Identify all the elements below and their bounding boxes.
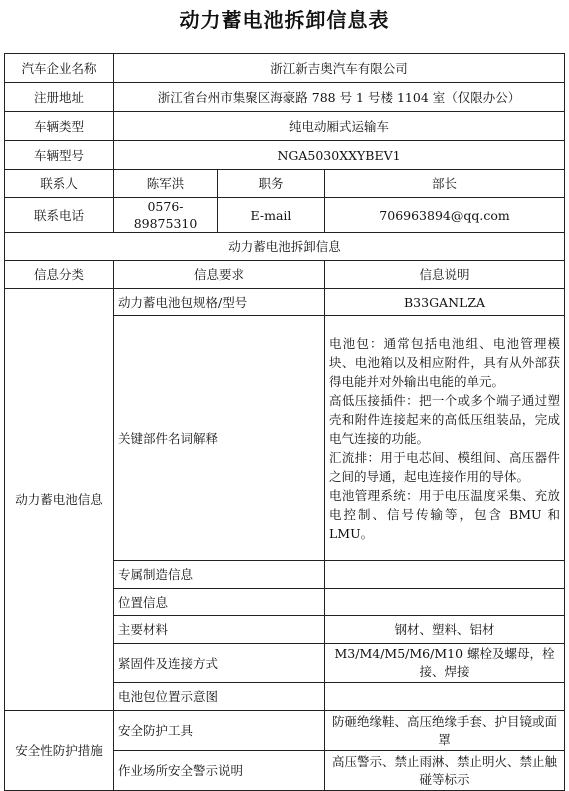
section-title: 动力蓄电池拆卸信息 <box>5 233 565 261</box>
safety-tools-label: 安全防护工具 <box>114 711 325 751</box>
position-diagram-label: 电池包位置示意图 <box>114 683 325 711</box>
fasteners-label: 紧固件及连接方式 <box>114 644 325 683</box>
phone-value: 0576-89875310 <box>114 198 218 233</box>
key-terms-description <box>325 316 565 561</box>
vehicle-type-value: 纯电动厢式运输车 <box>114 112 565 141</box>
address-label: 注册地址 <box>5 83 114 112</box>
row-company <box>5 54 565 83</box>
manufacturing-label: 专属制造信息 <box>114 561 325 589</box>
term-bms: 电池管理系统：用于电压温度采集、充放电控制、信号传输等，包含 BMU 和 LMU。 <box>329 487 561 541</box>
company-value: 浙江新吉奥汽车有限公司 <box>114 54 565 83</box>
email-value: 706963894@qq.com <box>325 198 565 233</box>
row-vehicle-model <box>5 141 565 170</box>
document-title: 动力蓄电池拆卸信息表 <box>179 8 390 32</box>
term-battery-pack: 电池包：通常包括电池组、电池管理模块、电池箱以及相应附件，具有从外部获得电能并对外输出电能的单元。 <box>329 335 561 389</box>
row-battery-spec <box>5 289 565 316</box>
position-diagram-value <box>325 683 565 711</box>
company-label: 汽车企业名称 <box>5 54 114 83</box>
row-contact <box>5 170 565 198</box>
materials-label: 主要材料 <box>114 616 325 644</box>
safety-category: 安全性防护措施 <box>5 711 114 791</box>
address-value: 浙江省台州市集聚区海豪路 788 号 1 号楼 1104 室（仅限办公） <box>114 83 565 112</box>
materials-value: 钢材、塑料、铝材 <box>325 616 565 644</box>
phone-label: 联系电话 <box>5 198 114 233</box>
row-headers <box>5 261 565 289</box>
vehicle-model-value: NGA5030XXYBEV1 <box>114 141 565 170</box>
contact-label: 联系人 <box>5 170 114 198</box>
header-requirement: 信息要求 <box>114 261 325 289</box>
row-phone <box>5 198 565 233</box>
safety-signs-label: 作业场所安全警示说明 <box>114 751 325 791</box>
manufacturing-value <box>325 561 565 589</box>
location-value <box>325 589 565 616</box>
term-busbar: 汇流排：用于电芯间、模组间、高压器件之间的导通，起电连接作用的导体。 <box>329 449 561 484</box>
battery-spec-label: 动力蓄电池包规格/型号 <box>114 289 325 316</box>
location-label: 位置信息 <box>114 589 325 616</box>
vehicle-model-label: 车辆型号 <box>5 141 114 170</box>
row-safety-tools <box>5 711 565 751</box>
fasteners-value: M3/M4/M5/M6/M10 螺栓及螺母，栓接、焊接 <box>325 644 565 683</box>
row-address <box>5 83 565 112</box>
key-terms-label: 关键部件名词解释 <box>114 316 325 561</box>
battery-info-category: 动力蓄电池信息 <box>5 289 114 711</box>
battery-spec-value: B33GANLZA <box>325 289 565 316</box>
battery-disassembly-table <box>4 53 565 791</box>
term-connector: 高低压接插件：把一个或多个端子通过塑壳和附件连接起来的高低压组装品，完成电气连接的功能。 <box>329 392 561 446</box>
row-section-title <box>5 233 565 261</box>
header-description: 信息说明 <box>325 261 565 289</box>
header-category: 信息分类 <box>5 261 114 289</box>
email-label: E-mail <box>218 198 325 233</box>
safety-tools-value: 防砸绝缘鞋、高压绝缘手套、护目镜或面罩 <box>325 711 565 751</box>
contact-name: 陈军洪 <box>114 170 218 198</box>
position-label: 职务 <box>218 170 325 198</box>
vehicle-type-label: 车辆类型 <box>5 112 114 141</box>
position-value: 部长 <box>325 170 565 198</box>
row-vehicle-type <box>5 112 565 141</box>
safety-signs-value: 高压警示、禁止雨淋、禁止明火、禁止触碰等标示 <box>325 751 565 791</box>
